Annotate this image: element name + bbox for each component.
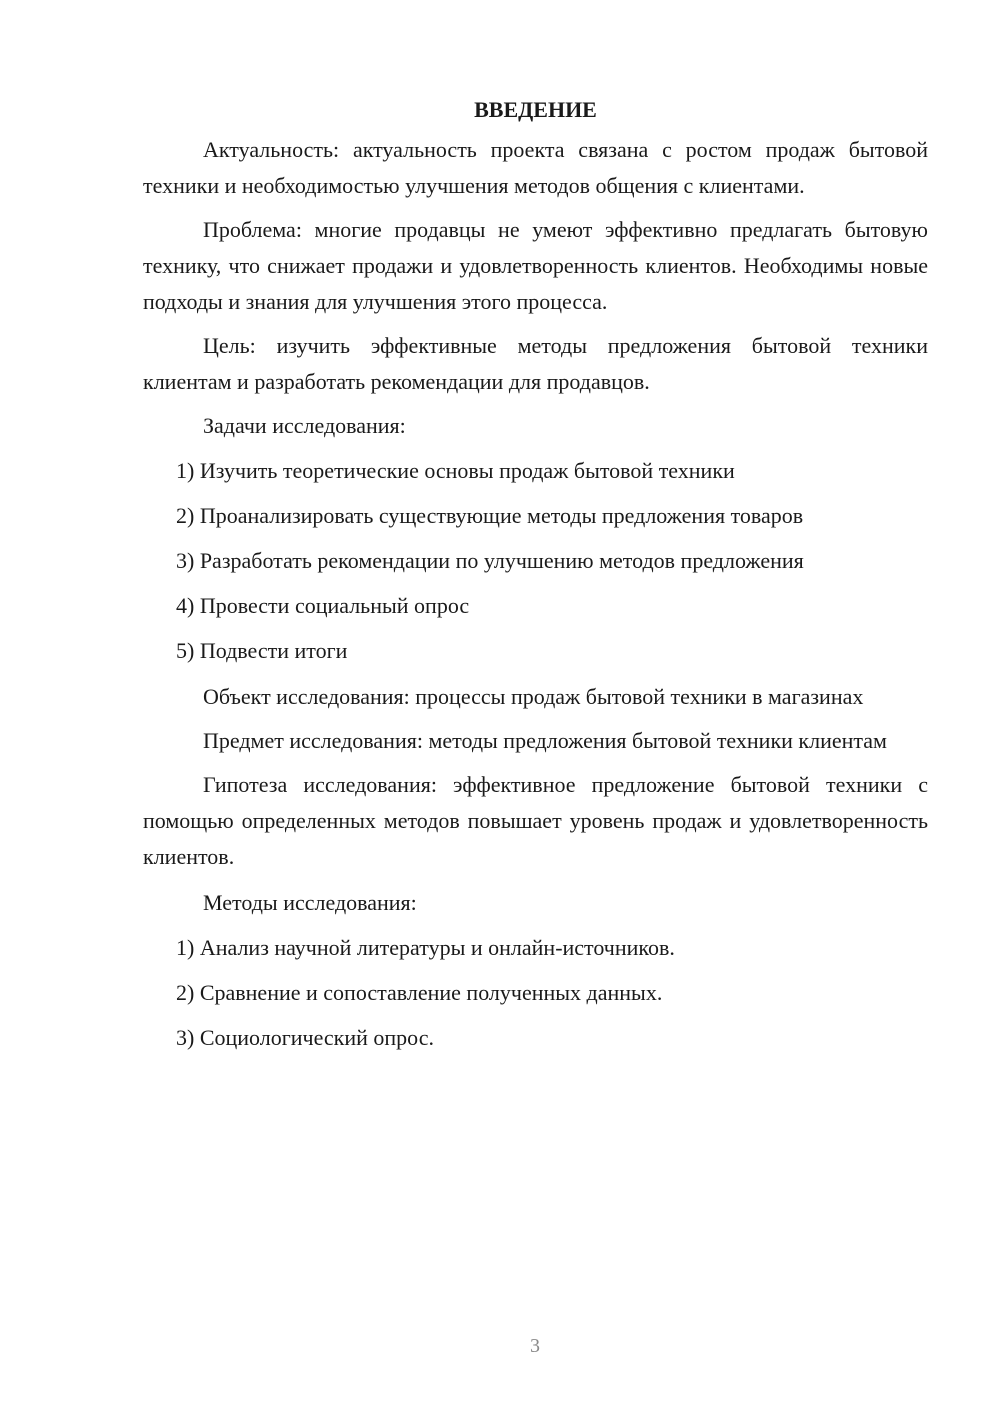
list-item: 2) Проанализировать существующие методы предложения товаров xyxy=(176,503,804,528)
list-item: 3) Разработать рекомендации по улучшению методов предложения xyxy=(176,548,804,573)
list-item: 2) Сравнение и сопоставление полученных данных. xyxy=(176,980,663,1005)
methods-list xyxy=(143,930,928,1056)
tasks-heading: Задачи исследования: xyxy=(203,413,406,438)
paragraph-hypothesis: Гипотеза исследования: эффективное предложение бытовой техники с помощью определенных методов повышает уровень продаж и удовлетворенность клиентов. xyxy=(143,772,928,869)
list-item: 1) Анализ научной литературы и онлайн-источников. xyxy=(176,935,675,960)
paragraph-object: Объект исследования: процессы продаж бытовой техники в магазинах xyxy=(203,684,864,709)
page-title: ВВЕДЕНИЕ xyxy=(474,97,597,122)
paragraph-goal: Цель: изучить эффективные методы предложения бытовой техники клиентам и разработать рекомендации для продавцов. xyxy=(143,333,928,394)
paragraph-problem: Проблема: многие продавцы не умеют эффективно предлагать бытовую технику, что снижает продажи и удовлетворенность клиентов. Необходимы новые подходы и знания для улучшения этого процесса. xyxy=(143,217,928,314)
list-item: 4) Провести социальный опрос xyxy=(176,593,470,618)
methods-heading: Методы исследования: xyxy=(203,890,417,915)
list-item: 1) Изучить теоретические основы продаж бытовой техники xyxy=(176,458,735,483)
tasks-list xyxy=(143,453,928,669)
page-number: 3 xyxy=(530,1335,540,1357)
list-item: 3) Социологический опрос. xyxy=(176,1025,434,1050)
paragraph-subject: Предмет исследования: методы предложения бытовой техники клиентам xyxy=(203,728,887,753)
list-item: 5) Подвести итоги xyxy=(176,638,348,663)
page-content xyxy=(143,92,928,1065)
paragraph-relevance: Актуальность: актуальность проекта связана с ростом продаж бытовой техники и необходимостью улучшения методов общения с клиентами. xyxy=(143,137,928,198)
